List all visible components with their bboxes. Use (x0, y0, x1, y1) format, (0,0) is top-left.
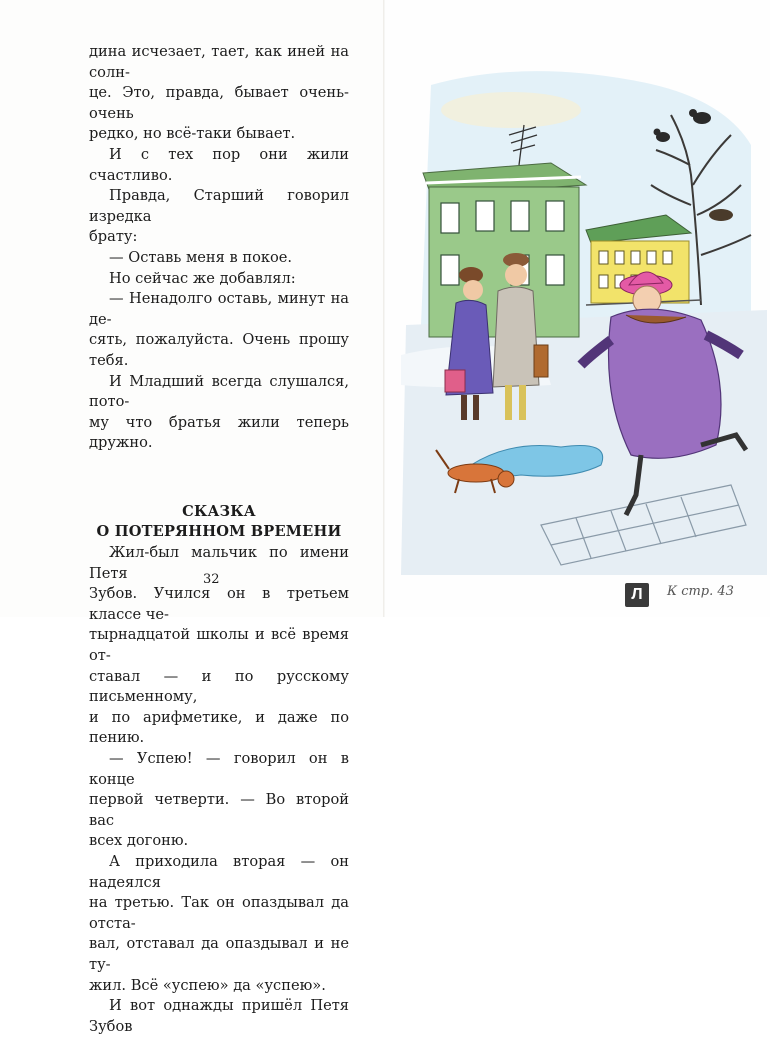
right-page (385, 0, 770, 617)
text-line: дина исчезает, тает, как иней на солн- (89, 43, 349, 81)
text-line: на третью. Так он опаздывал да отста- (89, 894, 349, 932)
text-line: це. Это, правда, бывает очень-очень (89, 84, 349, 122)
text-line: Жил-был мальчик по имени Петя (89, 544, 349, 582)
story-illustration (401, 55, 767, 575)
cloud (441, 92, 581, 128)
page-reference: К стр. 43 (667, 584, 734, 599)
text-line: И с тех пор они жили счастливо. (89, 145, 349, 184)
text-line: Зубов. Учился он в третьем классе че- (89, 585, 349, 623)
page-number: 32 (203, 572, 220, 587)
text-line: тырнадцатой школы и всё время от- (89, 626, 349, 665)
text-line: А приходила вторая — он надеялся (89, 852, 349, 891)
story-title-line-2: О ПОТЕРЯННОМ ВРЕМЕНИ (96, 523, 342, 541)
text-line: ставал — и по русскому письменному, (89, 667, 349, 706)
publisher-logo: Л (625, 583, 649, 607)
text-line: вал, отставал да опаздывал и не ту- (89, 935, 349, 973)
text-line: и по арифметике, и даже по пению. (89, 708, 349, 747)
text-line: — Ненадолго оставь, минут на де- (89, 290, 349, 328)
text-line: И вот однажды пришёл Петя Зубов (89, 997, 349, 1035)
text-line: Правда, Старший говорил изредка (89, 187, 349, 225)
text-line: — Оставь меня в покое. (109, 248, 293, 266)
text-line: всех догоню. (89, 832, 189, 850)
text-line: сять, пожалуйста. Очень прошу тебя. (89, 331, 349, 369)
text-line: И Младший всегда слушался, пото- (89, 372, 349, 411)
text-line: — Успею! — говорил он в конце (89, 750, 349, 788)
text-line: му что братья жили теперь дружно. (89, 413, 349, 452)
left-page (0, 0, 385, 1035)
story-title-line-1: СКАЗКА (182, 502, 256, 520)
text-line: Но сейчас же добавлял: (109, 269, 296, 287)
left-page-text (89, 42, 349, 1037)
text-line: брату: (89, 228, 138, 246)
text-line: редко, но всё-таки бывает. (89, 125, 296, 143)
text-line: жил. Всё «успею» да «успею». (89, 976, 326, 994)
text-line: первой четверти. — Во второй вас (89, 791, 349, 829)
